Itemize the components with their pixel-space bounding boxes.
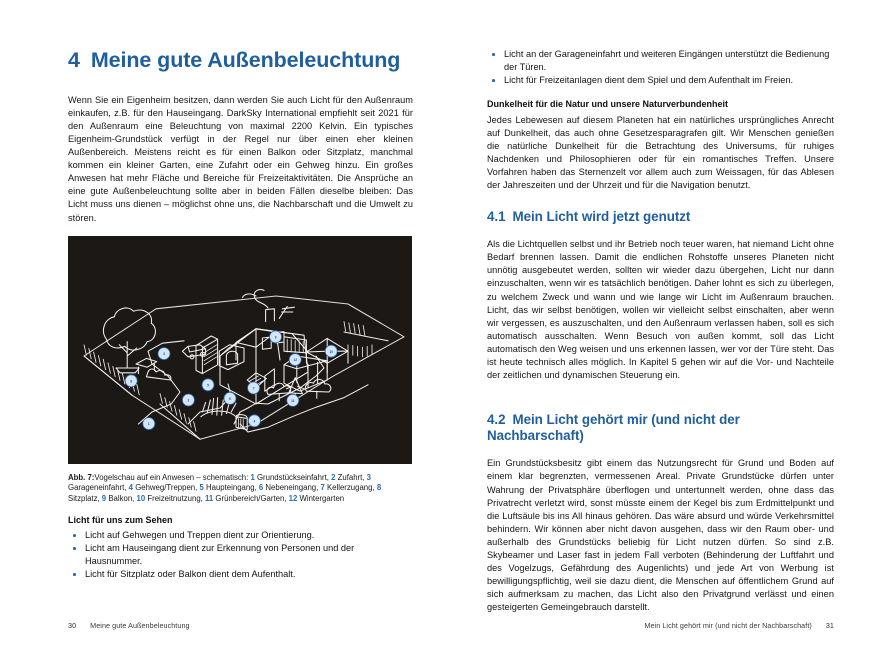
seeing-section-bullets xyxy=(68,529,413,581)
list-item: Licht für Freizeitanlagen dient dem Spiel und dem Aufenthalt im Freien. xyxy=(487,74,834,87)
marker-6 xyxy=(224,392,236,404)
legend-number: 1 xyxy=(248,472,257,482)
list-item: Licht an der Garageneinfahrt und weiteren Eingängen unterstützt die Bedienung der Türen. xyxy=(487,48,834,74)
svg-text:7: 7 xyxy=(252,386,255,391)
svg-text:5: 5 xyxy=(207,383,209,388)
legend-text: Zufahrt, xyxy=(337,472,365,482)
section-4-1-title-text: Mein Licht wird jetzt genutzt xyxy=(512,209,691,225)
legend-text: Wintergarten xyxy=(299,494,345,504)
chapter-title-text: Meine gute Außenbeleuchtung xyxy=(90,48,401,72)
section-4-2-title xyxy=(487,412,834,444)
section-4-2-title-text: Mein Licht gehört mir (und nicht der Nachbarschaft) xyxy=(487,412,740,444)
darkness-section-heading: Dunkelheit für die Natur und unsere Naturverbundenheit xyxy=(487,99,729,109)
svg-text:3: 3 xyxy=(163,351,165,356)
list-item: Licht am Hauseingang dient zur Erkennung von Personen und der Hausnummer. xyxy=(68,542,413,568)
legend-number: 10 xyxy=(134,494,148,504)
legend-number: 5 xyxy=(197,483,206,493)
figure-caption-text: Vogelschau auf ein Anwesen – schematisch: xyxy=(94,472,249,482)
legend-text: Garageneinfahrt, xyxy=(68,483,127,493)
right-running-head: Mein Licht gehört mir (und nicht der Nachbarschaft) xyxy=(644,621,812,630)
marker-11 xyxy=(287,394,299,406)
legend-text: Sitzplatz, xyxy=(68,494,100,504)
legend-text: Haupteingang, xyxy=(205,483,257,493)
section-4-2-number: 4.2 xyxy=(487,412,506,428)
legend-number: 8 xyxy=(374,483,382,493)
svg-text:4: 4 xyxy=(253,419,256,424)
darkness-section xyxy=(487,98,834,192)
marker-5 xyxy=(202,378,214,390)
legend-text: Nebeneingang, xyxy=(265,483,319,493)
legend-text: Freizeitnutzung, xyxy=(147,494,203,504)
figure-bg xyxy=(68,236,412,464)
legend-text: Gehweg/Treppen, xyxy=(135,483,198,493)
legend-text: Kellerzugang, xyxy=(326,483,375,493)
figure-image xyxy=(68,236,412,464)
legend-number: 2 xyxy=(328,472,338,482)
right-page-footer xyxy=(644,621,834,630)
section-4-1-number: 4.1 xyxy=(487,209,506,225)
legend-text: Grünbereich/Garten, xyxy=(215,494,287,504)
legend-number: 3 xyxy=(364,472,371,482)
right-page-number: 31 xyxy=(825,621,834,630)
figure-caption xyxy=(68,473,412,505)
marker-1 xyxy=(143,417,155,429)
left-running-head: Meine gute Außenbeleuchtung xyxy=(90,621,190,630)
continued-bullets xyxy=(487,48,834,87)
svg-text:9: 9 xyxy=(274,335,277,340)
svg-text:11: 11 xyxy=(291,398,295,403)
svg-text:2: 2 xyxy=(187,398,190,403)
legend-number: 6 xyxy=(256,483,266,493)
left-page-footer xyxy=(68,621,190,630)
svg-text:1: 1 xyxy=(147,421,150,426)
svg-text:10: 10 xyxy=(329,349,333,354)
marker-3 xyxy=(158,347,170,359)
legend-text: Balkon, xyxy=(108,494,135,504)
figure-label: Abb. 7: xyxy=(68,472,95,482)
legend-number: 9 xyxy=(99,494,109,504)
marker-10 xyxy=(325,345,337,357)
marker-9 xyxy=(270,330,282,342)
list-item: Licht auf Gehwegen und Treppen dient zur Orientierung. xyxy=(68,529,413,542)
section-4-2-paragraph: Ein Grundstücksbesitz gibt einem das Nutzungsrecht für Grund und Boden auf einem klar begrenzten, vermessenen Areal. Private Grundstücke dürfen unter Wahrung der Privatsphäre überflogen und untertunnelt werden, ohne dass das Privatrecht verletzt wird, sonst müsste einem der Kegel bis zum Erdmittelpunkt und die Luftsäule bis ins All hinaus gehören. Das wäre absurd und würde Verkehrsmittel behindern. Wir können aber nicht davon ausgehen, dass wir den Raum ober- und außerhalb des Grundstücks beliebig für Licht nutzen dürfen. So sind z.B. Skybeamer und Laser fast in jedem Fall verboten (Behinderung der Luftfahrt und des Vogelzugs, Gefährdung des Augenlichts) und jede Art von Werbung ist bewilligungspflichtig, weil sie dazu dient, die Menschen auf öffentlichem Grund auf sich aufmerksam zu machen, das Licht also den Privatgrund verlässt und einen gesteigerten Gemeingebrauch darstellt. xyxy=(487,458,834,613)
legend-number: 11 xyxy=(202,494,216,504)
svg-text:12: 12 xyxy=(293,357,297,362)
legend-text: Grundstückseinfahrt, xyxy=(256,472,329,482)
legend-number: 4 xyxy=(126,483,136,493)
marker-4 xyxy=(248,414,260,426)
intro-paragraph: Wenn Sie ein Eigenheim besitzen, dann werden Sie auch Licht für den Außenraum einkaufen, z.B. für den Hauseingang. DarkSky International empfiehlt seit 2021 für den Außenraum eine Beleuchtung von maximal 2200 Kelvin. Ein typisches Eigenheim-Grundstück verfügt in der Regel nur über einen eher kleinen Außenbereich. Meistens reicht es für einen Balkon oder Sitzplatz, manchmal kommen ein kleiner Garten, eine Zufahrt oder ein Gehweg hinzu. Ein großes Anwesen hat mehr Fläche und Bereiche für Freizeitaktivitäten. Die Ansprüche an eine gute Außenbeleuchtung sollte aber in beiden Fällen dieselbe bleiben: Das Licht muss uns dienen – möglichst ohne uns, die Nachbarschaft und die Umwelt zu stören. xyxy=(68,94,413,223)
darkness-section-paragraph: Jedes Lebewesen auf diesem Planeten hat ein natürliches ursprüngliches Anrecht auf Dunkelheit, das auch ohne Gesetzesparagrafen gilt. Wir Menschen genießen die natürliche Dunkelheit für die Betrachtung des Universums, für ruhiges Nachdenken und Philosophieren oder für ein romantisches Treffen. Unsere Vorfahren haben das Sternenzelt vor allem auch zum Weissagen, für das Ablesen der Jahreszeiten und der Uhrzeit und für die Navigation benutzt. xyxy=(487,114,834,190)
marker-12 xyxy=(289,353,301,365)
right-page xyxy=(447,0,894,648)
legend-number: 12 xyxy=(286,494,300,504)
svg-text:6: 6 xyxy=(229,396,231,401)
section-4-1-paragraph: Als die Lichtquellen selbst und ihr Betrieb noch teuer waren, hat niemand Licht ohne Bedarf brennen lassen. Damit die endlichen Rohstoffe unseres Planeten nicht unnötig ausgebeutet werden, sollten wir wieder dazu übergehen, Licht nur dann einzuschalten, wenn wir es tatsächlich benötigen. Daher lohnt es sich zu überlegen, zu welchem Zweck und wann und wie lange wir Licht im Außenraum brauchen. Licht, das wir selbst benötigen, wollen wir vielleicht selbst einschalten, aber wenn wir vergessen, es auszuschalten, und den Außenraum verlassen haben, soll es sich automatisch ausschalten. Wenn Besuch von außen kommt, soll das Licht automatisch den Weg weisen und uns erkennen lassen, wer vor der Türe steht. Das ist heute technisch alles möglich. In Kapitel 5 gehen wir auf die Vor- und Nachteile der zeitlichen und dynamischen Steuerung ein. xyxy=(487,239,834,381)
left-page-number: 30 xyxy=(68,621,77,630)
svg-text:8: 8 xyxy=(130,379,133,384)
marker-7 xyxy=(248,382,260,394)
list-item: Licht für Sitzplatz oder Balkon dient dem Aufenthalt. xyxy=(68,568,413,581)
figure-abb-7 xyxy=(68,236,413,505)
seeing-section-heading: Licht für uns zum Sehen xyxy=(68,514,173,525)
marker-2 xyxy=(182,394,194,406)
section-4-1-title xyxy=(487,209,834,225)
marker-8 xyxy=(125,374,137,386)
chapter-title xyxy=(68,48,413,73)
legend-number: 7 xyxy=(318,483,327,493)
seeing-section xyxy=(68,514,413,582)
chapter-number: 4 xyxy=(68,48,80,72)
anwesen-schematic-illustration xyxy=(68,236,412,464)
